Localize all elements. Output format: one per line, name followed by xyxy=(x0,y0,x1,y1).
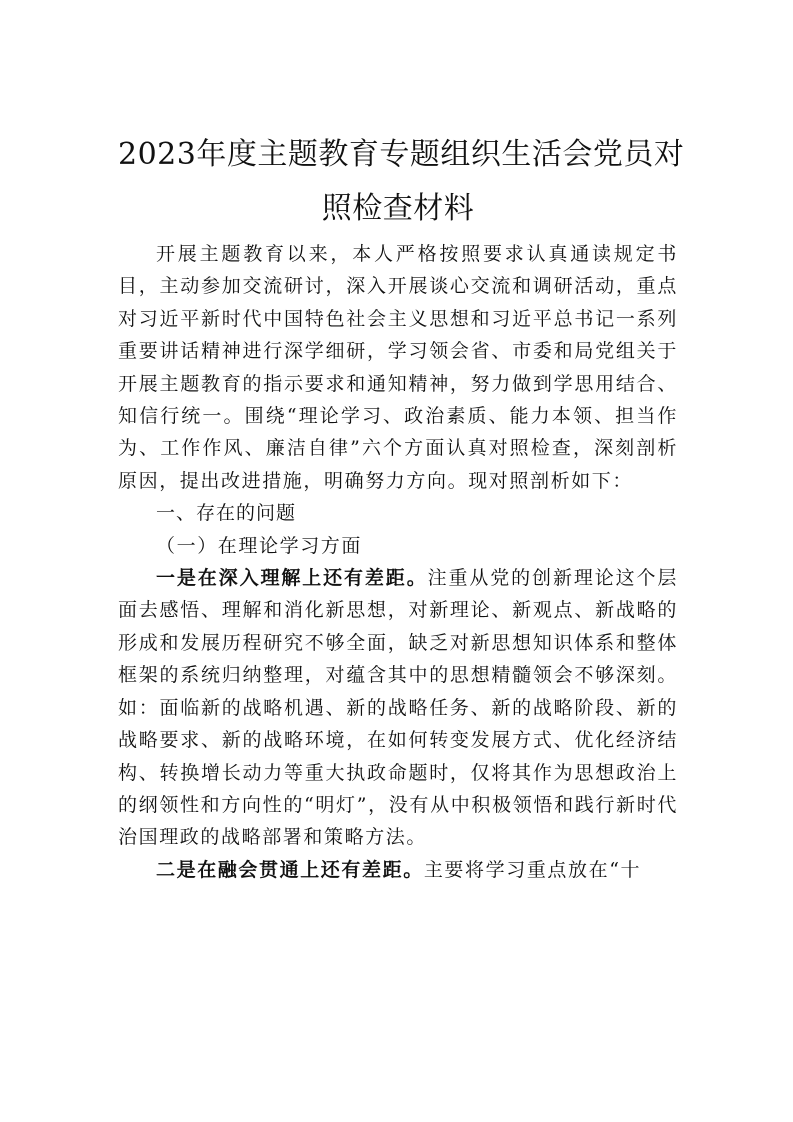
subsection-heading: （一）在理论学习方面 xyxy=(156,534,363,557)
point-one-lead: 一是在深入理解上还有差距。 xyxy=(156,567,428,590)
intro-paragraph: 开展主题教育以来，本人严格按照要求认真通读规定书目，主动参加交流研讨，深入开展谈心交流和调研活动，重点对习近平新时代中国特色社会主义思想和习近平总书记一系列重要讲话精神进行深学细研，学习领会省、市委和局党组关于开展主题教育的指示要求和通知精神，努力做到学思用结合、知信行统一。围绕“理论学习、政治素质、能力本领、担当作为、工作作风、廉洁自律”六个方面认真对照检查，深刻剖析原因，提出改进措施，明确努力方向。现对照剖析如下： xyxy=(118,243,678,492)
section-heading: 一、存在的问题 xyxy=(156,502,297,525)
point-two-body: 主要将学习重点放在“十 xyxy=(423,858,642,881)
document-page xyxy=(118,128,685,886)
point-two-lead: 二是在融会贯通上还有差距。 xyxy=(156,858,424,881)
title-line-1: 2023年度主题教育专题组织生活会党员对 xyxy=(118,137,685,172)
document-title xyxy=(118,128,685,236)
point-one-body: 注重从党的创新理论这个层面去感悟、理解和消化新思想，对新理论、新观点、新战略的形成和发展历程研究不够全面，缺乏对新思想知识体系和整体框架的系统归纳整理，对蕴含其中的思想精髓领会不够深刻。如：面临新的战略机遇、新的战略任务、新的战略阶段、新的战略要求、新的战略环境，在如何转变发展方式、优化经济结构、转换增长动力等重大执政命题时，仅将其作为思想政治上的纲领性和方向性的“明灯”，没有从中积极领悟和践行新时代治国理政的战略部署和策略方法。 xyxy=(118,567,678,849)
title-line-2: 照检查材料 xyxy=(321,191,475,226)
point-two-paragraph xyxy=(118,854,678,886)
point-one-paragraph xyxy=(118,562,678,854)
